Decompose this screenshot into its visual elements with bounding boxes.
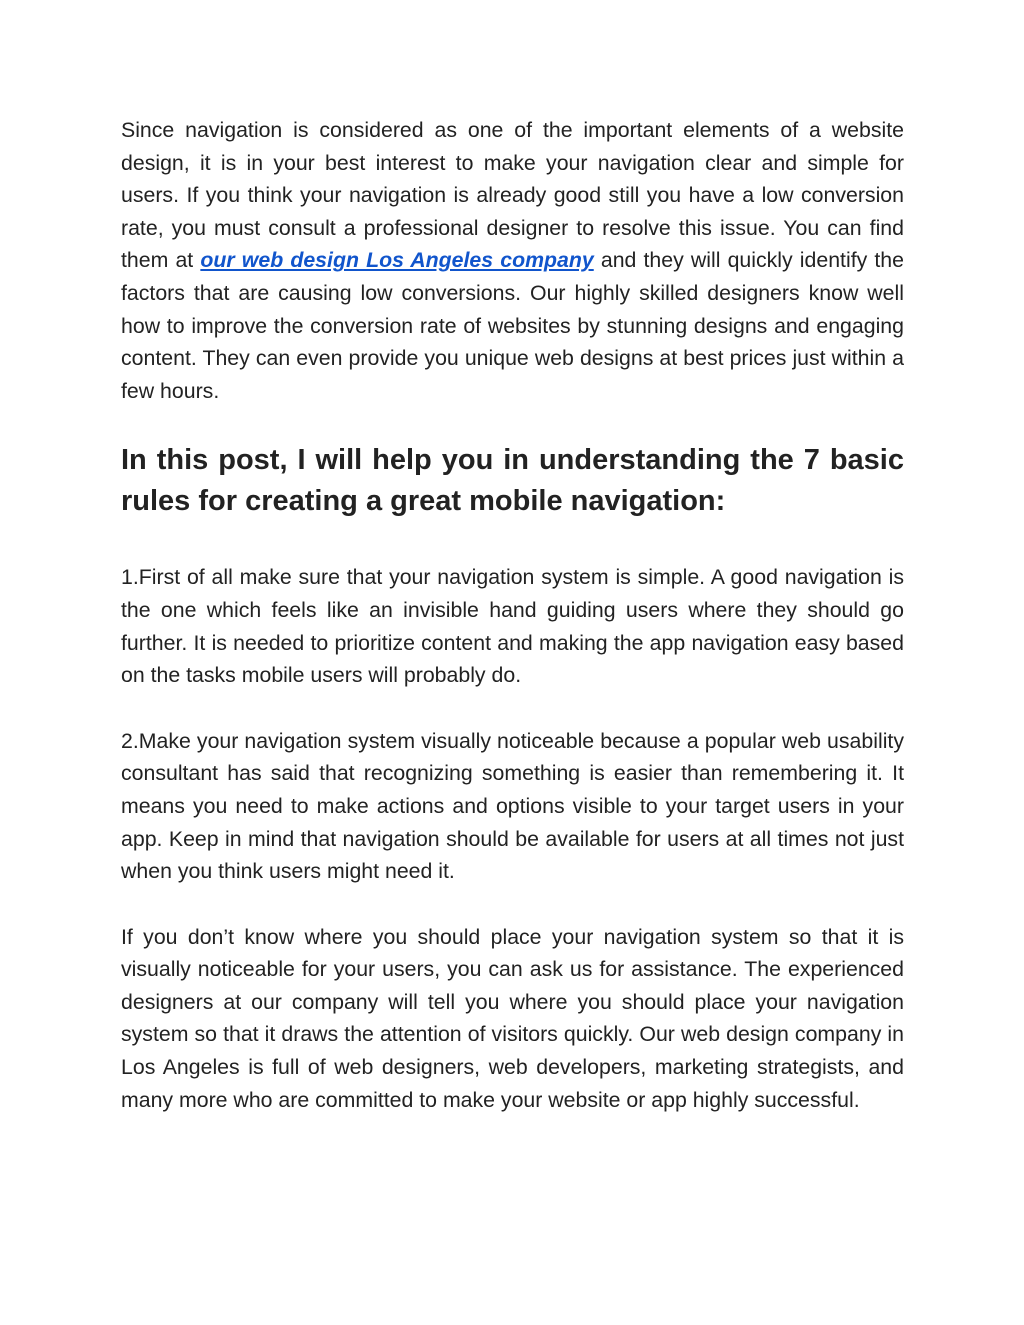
intro-text-before-link: Since navigation is considered as one of the important elements of a website design, it is in your best interest to make your navigation clear and simple for users. If you think your navigation is already good still you have a low conversion rate, you must consult a professional designer to resolve this issue. You can find them at xyxy=(121,118,904,273)
rule-2-paragraph: 2.Make your navigation system visually noticeable because a popular web usability consultant has said that recognizing something is easier than remembering it. It means you need to make actions and options visible to your target users in your app. Keep in mind that navigation should be available for users at all times not just when you think users might need it. xyxy=(121,728,904,884)
intro-text-after-link: and they will quickly identify the factors that are causing low conversions. Our highly skilled designers know well how to improve the conversion rate of websites by stunning designs and engaging content. They can even provide you unique web designs at best prices just within a few hours. xyxy=(121,248,904,403)
intro-paragraph xyxy=(121,114,904,407)
closing-paragraph: If you don’t know where you should place your navigation system so that it is visually noticeable for your users, you can ask us for assistance. The experienced designers at our company will tell you where you should place your navigation system so that it draws the attention of visitors quickly. Our web design company in Los Angeles is full of web designers, web developers, marketing strategists, and many more who are committed to make your website or app highly successful. xyxy=(121,924,904,1112)
section-heading: In this post, I will help you in understanding the 7 basic rules for creating a great mobile navigation: xyxy=(121,444,904,518)
rule-1-paragraph: 1.First of all make sure that your navigation system is simple. A good navigation is the one which feels like an invisible hand guiding users where they should go further. It is needed to prioritize content and making the app navigation easy based on the tasks mobile users will probably do. xyxy=(121,565,904,688)
web-design-company-link[interactable]: our web design Los Angeles company xyxy=(200,248,594,273)
document-page xyxy=(121,114,904,1116)
